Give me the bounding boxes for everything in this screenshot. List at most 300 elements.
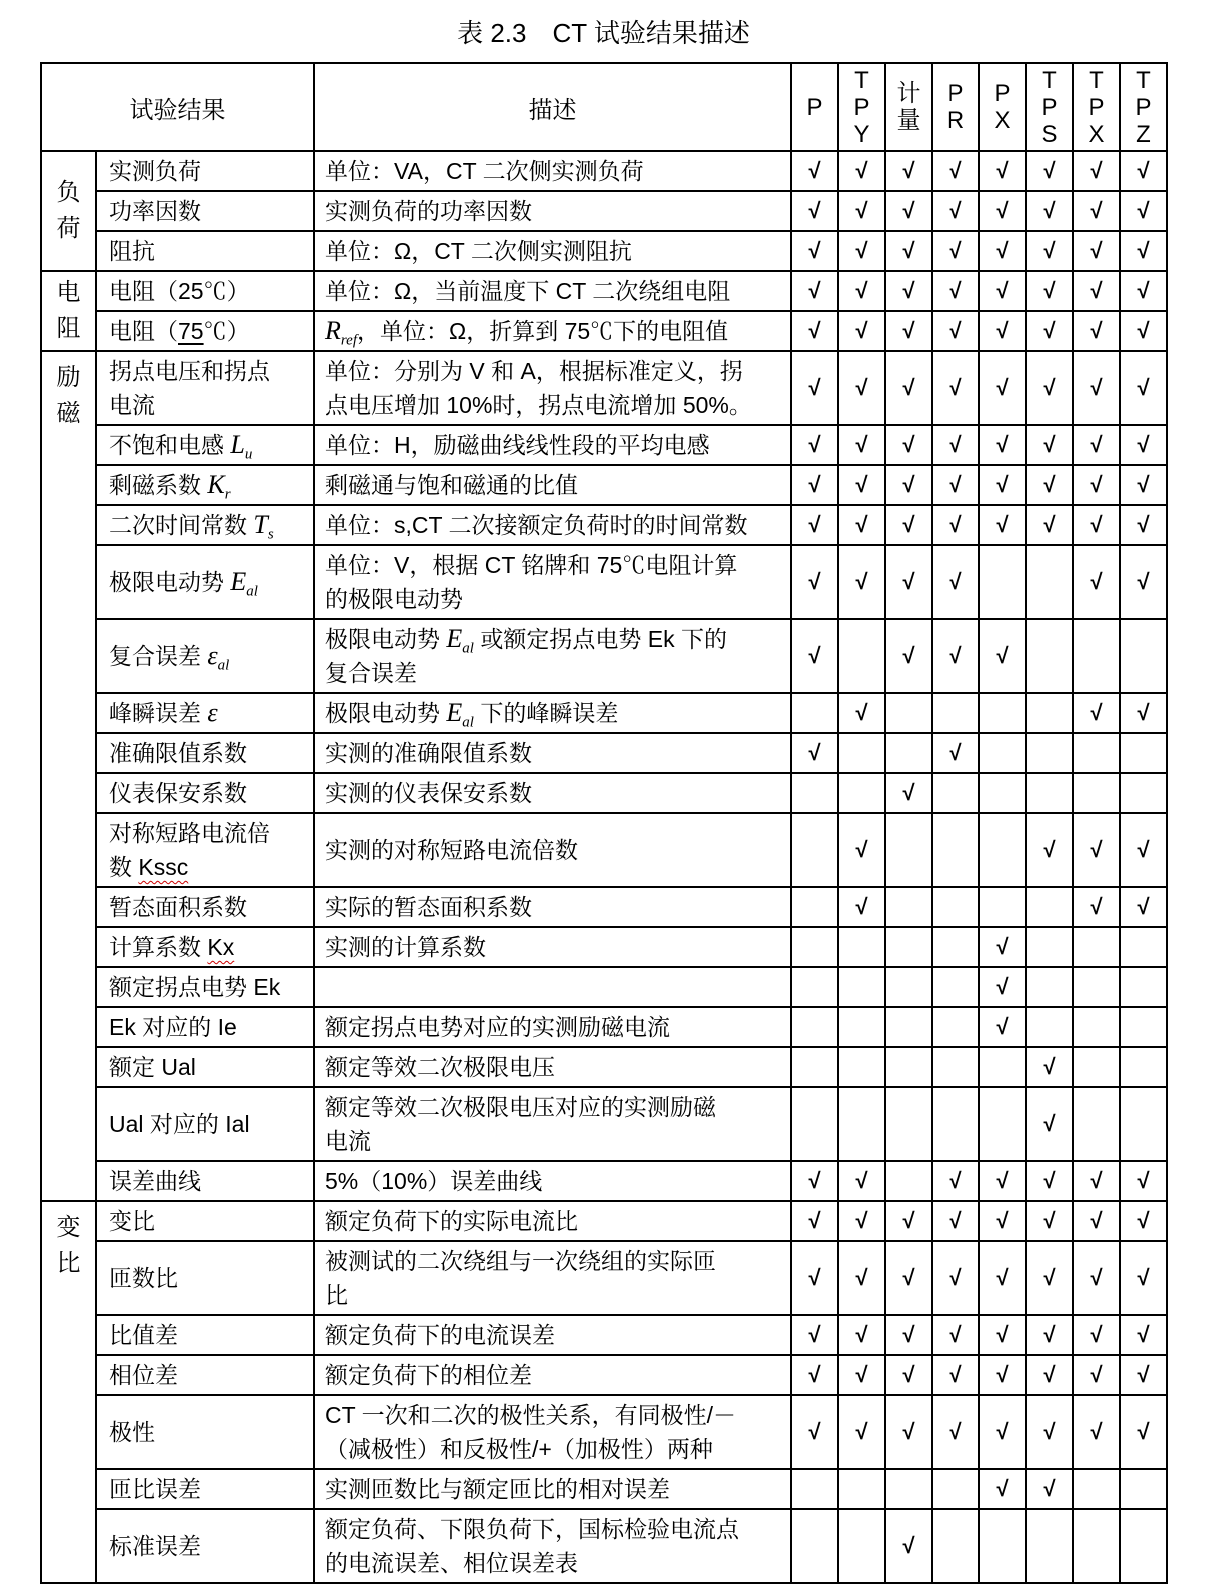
check-mark: √ xyxy=(1137,238,1150,263)
check-cell-p xyxy=(791,813,838,887)
check-cell-pr xyxy=(932,1007,979,1047)
text-run: 复合误差 xyxy=(109,643,208,669)
check-cell-metering xyxy=(885,693,932,733)
check-cell-pr xyxy=(932,505,979,545)
check-cell-metering xyxy=(885,1087,932,1161)
text-run: 额定负荷下的相位差 xyxy=(325,1362,532,1388)
check-mark: √ xyxy=(902,198,915,223)
check-mark: √ xyxy=(855,569,868,594)
vertical-char: T xyxy=(1136,66,1151,94)
check-cell-tpx xyxy=(1073,619,1120,693)
check-cell-px xyxy=(979,813,1026,887)
check-mark: √ xyxy=(902,238,915,263)
check-mark: √ xyxy=(1137,198,1150,223)
check-cell-pr xyxy=(932,1201,979,1241)
check-mark: √ xyxy=(1090,1208,1103,1233)
check-cell-px xyxy=(979,1241,1026,1315)
check-cell-tpy xyxy=(838,505,885,545)
check-cell-px xyxy=(979,425,1026,465)
text-run: 数 xyxy=(109,854,139,880)
check-cell-tpz xyxy=(1120,465,1167,505)
check-cell-tpz xyxy=(1120,887,1167,927)
math-subscript: r xyxy=(224,486,231,503)
check-cell-p xyxy=(791,191,838,231)
check-cell-tpy xyxy=(838,1241,885,1315)
description-cell xyxy=(314,351,791,425)
check-mark: √ xyxy=(1090,1265,1103,1290)
table-header xyxy=(41,63,1167,151)
check-cell-p xyxy=(791,1047,838,1087)
math-variable: R xyxy=(325,316,341,345)
check-mark: √ xyxy=(1137,375,1150,400)
text-run: 电阻（25℃） xyxy=(109,278,250,304)
check-cell-p xyxy=(791,1355,838,1395)
check-mark: √ xyxy=(949,278,962,303)
check-mark: √ xyxy=(996,1419,1009,1444)
check-mark: √ xyxy=(949,375,962,400)
test-result-cell xyxy=(96,813,314,887)
check-cell-p xyxy=(791,425,838,465)
text-run: 电阻（ xyxy=(109,318,178,344)
text-run: 匝数比 xyxy=(109,1265,178,1291)
check-mark: √ xyxy=(1090,238,1103,263)
check-mark: √ xyxy=(1137,1322,1150,1347)
check-cell-tpz xyxy=(1120,1355,1167,1395)
check-cell-tpy xyxy=(838,1509,885,1583)
check-mark: √ xyxy=(855,472,868,497)
text-run: 比 xyxy=(325,1282,348,1308)
description-cell xyxy=(314,1315,791,1355)
check-cell-tps xyxy=(1026,1047,1073,1087)
vertical-char: T xyxy=(854,66,869,94)
check-mark: √ xyxy=(1043,318,1056,343)
description-cell xyxy=(314,311,791,351)
check-cell-tpy xyxy=(838,619,885,693)
check-cell-px xyxy=(979,271,1026,311)
check-cell-pr xyxy=(932,311,979,351)
check-mark: √ xyxy=(1137,1168,1150,1193)
check-cell-tpz xyxy=(1120,545,1167,619)
table-row xyxy=(41,505,1167,545)
text-run: 电流 xyxy=(325,1128,371,1154)
check-mark: √ xyxy=(949,1168,962,1193)
check-mark: √ xyxy=(1090,198,1103,223)
check-mark: √ xyxy=(855,238,868,263)
check-mark: √ xyxy=(949,158,962,183)
check-cell-tps xyxy=(1026,1161,1073,1201)
check-mark: √ xyxy=(902,472,915,497)
check-mark: √ xyxy=(808,1168,821,1193)
check-cell-metering xyxy=(885,545,932,619)
math-subscript: u xyxy=(244,446,253,463)
table-row xyxy=(41,351,1167,425)
check-cell-metering xyxy=(885,271,932,311)
check-cell-p xyxy=(791,1509,838,1583)
math-subscript: al xyxy=(462,714,474,731)
vertical-char: 电 xyxy=(56,279,81,306)
header-type-tpz xyxy=(1120,63,1167,151)
check-cell-tps xyxy=(1026,967,1073,1007)
check-cell-metering xyxy=(885,733,932,773)
table-row xyxy=(41,545,1167,619)
check-cell-metering xyxy=(885,151,932,191)
check-mark: √ xyxy=(949,1208,962,1233)
check-cell-pr xyxy=(932,1161,979,1201)
check-mark: √ xyxy=(996,974,1009,999)
table-row xyxy=(41,425,1167,465)
check-mark: √ xyxy=(1043,1168,1056,1193)
check-cell-metering xyxy=(885,1315,932,1355)
check-mark: √ xyxy=(996,318,1009,343)
check-mark: √ xyxy=(949,512,962,537)
check-mark: √ xyxy=(1137,158,1150,183)
check-cell-tpx xyxy=(1073,1161,1120,1201)
check-cell-metering xyxy=(885,311,932,351)
description-cell xyxy=(314,1395,791,1469)
check-cell-p xyxy=(791,1395,838,1469)
vertical-char: T xyxy=(1089,66,1104,94)
vertical-char: 磁 xyxy=(56,400,81,427)
check-cell-tps xyxy=(1026,1509,1073,1583)
table-row xyxy=(41,619,1167,693)
check-mark: √ xyxy=(996,198,1009,223)
check-mark: √ xyxy=(808,472,821,497)
check-mark: √ xyxy=(808,512,821,537)
test-result-cell xyxy=(96,1007,314,1047)
vertical-char: P xyxy=(1041,93,1058,121)
check-mark: √ xyxy=(855,1208,868,1233)
check-cell-px xyxy=(979,1047,1026,1087)
text-run: 额定 Ual xyxy=(109,1054,196,1080)
test-result-cell xyxy=(96,1355,314,1395)
description-cell xyxy=(314,619,791,693)
check-cell-tpz xyxy=(1120,813,1167,887)
check-mark: √ xyxy=(1043,512,1056,537)
table-row xyxy=(41,1315,1167,1355)
check-cell-tpy xyxy=(838,1161,885,1201)
math-variable: E xyxy=(446,698,463,727)
check-cell-p xyxy=(791,1087,838,1161)
check-mark: √ xyxy=(1090,1362,1103,1387)
text-run: 二次时间常数 xyxy=(109,512,254,538)
check-cell-tpx xyxy=(1073,231,1120,271)
text-run: 下的峰瞬误差 xyxy=(473,700,619,726)
check-cell-p xyxy=(791,1201,838,1241)
check-mark: √ xyxy=(1090,569,1103,594)
test-result-cell xyxy=(96,151,314,191)
check-cell-pr xyxy=(932,1355,979,1395)
check-cell-metering xyxy=(885,1355,932,1395)
text-run: ℃） xyxy=(203,318,250,344)
check-mark: √ xyxy=(1043,432,1056,457)
math-subscript: s xyxy=(267,526,274,543)
math-variable: L xyxy=(230,430,245,459)
check-cell-tpz xyxy=(1120,1007,1167,1047)
description-cell xyxy=(314,425,791,465)
check-mark: √ xyxy=(996,375,1009,400)
header-type-p xyxy=(791,63,838,151)
check-cell-tps xyxy=(1026,1355,1073,1395)
check-cell-tps xyxy=(1026,1315,1073,1355)
vertical-char: 阻 xyxy=(56,315,81,342)
text-run: 单位：VA，CT 二次侧实测负荷 xyxy=(325,158,644,184)
text-run: 实测的准确限值系数 xyxy=(325,740,532,766)
table-row xyxy=(41,1161,1167,1201)
text-run: 误差曲线 xyxy=(109,1168,201,1194)
check-cell-metering xyxy=(885,773,932,813)
check-mark: √ xyxy=(902,158,915,183)
check-cell-tpx xyxy=(1073,1395,1120,1469)
check-cell-px xyxy=(979,151,1026,191)
table-row xyxy=(41,465,1167,505)
check-cell-tpz xyxy=(1120,1047,1167,1087)
check-cell-px xyxy=(979,465,1026,505)
check-cell-tpy xyxy=(838,1047,885,1087)
check-cell-tpy xyxy=(838,545,885,619)
text-run: 剩磁通与饱和磁通的比值 xyxy=(325,472,578,498)
text-run: 单位：分别为 V 和 A，根据标准定义，拐 xyxy=(325,358,743,384)
description-cell xyxy=(314,733,791,773)
check-mark: √ xyxy=(1137,700,1150,725)
description-cell xyxy=(314,505,791,545)
check-cell-tps xyxy=(1026,813,1073,887)
check-mark: √ xyxy=(1137,1419,1150,1444)
table-row xyxy=(41,1241,1167,1315)
check-mark: √ xyxy=(949,1265,962,1290)
check-cell-tps xyxy=(1026,311,1073,351)
table-row xyxy=(41,813,1167,887)
check-cell-tpy xyxy=(838,1201,885,1241)
text-run: 额定等效二次极限电压 xyxy=(325,1054,555,1080)
check-cell-tpz xyxy=(1120,773,1167,813)
text-run: 实际的暂态面积系数 xyxy=(325,894,532,920)
check-mark: √ xyxy=(808,318,821,343)
check-cell-px xyxy=(979,693,1026,733)
text-run: 剩磁系数 xyxy=(109,472,208,498)
header-type-px xyxy=(979,63,1026,151)
test-result-cell xyxy=(96,311,314,351)
description-cell xyxy=(314,1241,791,1315)
check-cell-pr xyxy=(932,927,979,967)
row-group-label xyxy=(41,151,96,271)
check-mark: √ xyxy=(1137,278,1150,303)
check-mark: √ xyxy=(1090,512,1103,537)
check-cell-tpx xyxy=(1073,465,1120,505)
table-title: 表 2.3 CT 试验结果描述 xyxy=(457,18,750,48)
check-cell-tpy xyxy=(838,351,885,425)
check-mark: √ xyxy=(1137,512,1150,537)
vertical-char: P xyxy=(806,93,823,121)
check-mark: √ xyxy=(808,1322,821,1347)
check-cell-pr xyxy=(932,1047,979,1087)
check-cell-p xyxy=(791,967,838,1007)
check-cell-pr xyxy=(932,351,979,425)
check-cell-tpx xyxy=(1073,887,1120,927)
check-mark: √ xyxy=(996,643,1009,668)
check-cell-px xyxy=(979,887,1026,927)
check-cell-metering xyxy=(885,619,932,693)
check-mark: √ xyxy=(1090,1419,1103,1444)
check-cell-metering xyxy=(885,1161,932,1201)
check-cell-tpy xyxy=(838,693,885,733)
check-cell-pr xyxy=(932,425,979,465)
check-mark: √ xyxy=(949,1322,962,1347)
check-cell-metering xyxy=(885,887,932,927)
text-run: 单位：Ω，当前温度下 CT 二次绕组电阻 xyxy=(325,278,731,304)
check-cell-pr xyxy=(932,1315,979,1355)
math-variable: K xyxy=(207,470,225,499)
row-group-label xyxy=(41,1201,96,1583)
check-cell-px xyxy=(979,1469,1026,1509)
check-mark: √ xyxy=(902,780,915,805)
check-cell-px xyxy=(979,1355,1026,1395)
check-cell-pr xyxy=(932,967,979,1007)
header-type-tpx xyxy=(1073,63,1120,151)
header-row xyxy=(41,63,1167,151)
header-type-pr xyxy=(932,63,979,151)
check-mark: √ xyxy=(996,1014,1009,1039)
check-cell-p xyxy=(791,733,838,773)
check-mark: √ xyxy=(808,278,821,303)
check-cell-pr xyxy=(932,465,979,505)
check-cell-px xyxy=(979,733,1026,773)
vertical-char: 计 xyxy=(896,80,921,107)
text-run: 被测试的二次绕组与一次绕组的实际匝 xyxy=(325,1248,716,1274)
check-mark: √ xyxy=(1043,1208,1056,1233)
check-cell-pr xyxy=(932,1087,979,1161)
check-cell-px xyxy=(979,1509,1026,1583)
check-cell-p xyxy=(791,1241,838,1315)
check-cell-pr xyxy=(932,151,979,191)
vertical-char: X xyxy=(994,107,1011,134)
test-result-cell xyxy=(96,1241,314,1315)
check-cell-metering xyxy=(885,1509,932,1583)
text-run: Ual 对应的 Ial xyxy=(109,1111,250,1137)
row-group-label xyxy=(41,271,96,351)
check-cell-px xyxy=(979,351,1026,425)
check-cell-tpz xyxy=(1120,1315,1167,1355)
header-type-tpy xyxy=(838,63,885,151)
check-cell-tps xyxy=(1026,231,1073,271)
check-mark: √ xyxy=(949,1362,962,1387)
check-cell-tpz xyxy=(1120,1395,1167,1469)
description-cell xyxy=(314,1007,791,1047)
spellcheck-flagged-text: Kssc xyxy=(138,854,189,880)
check-mark: √ xyxy=(996,158,1009,183)
check-cell-tps xyxy=(1026,1241,1073,1315)
check-cell-tpz xyxy=(1120,1087,1167,1161)
check-cell-tps xyxy=(1026,1007,1073,1047)
test-result-cell xyxy=(96,231,314,271)
check-cell-tpz xyxy=(1120,505,1167,545)
text-run: 单位：s,CT 二次接额定负荷时的时间常数 xyxy=(325,512,748,538)
check-mark: √ xyxy=(902,1322,915,1347)
check-mark: √ xyxy=(855,837,868,862)
description-cell xyxy=(314,887,791,927)
check-cell-tps xyxy=(1026,151,1073,191)
description-cell xyxy=(314,191,791,231)
check-cell-tpx xyxy=(1073,927,1120,967)
check-mark: √ xyxy=(1090,472,1103,497)
check-mark: √ xyxy=(1043,1419,1056,1444)
check-cell-tpz xyxy=(1120,1509,1167,1583)
check-cell-tpx xyxy=(1073,271,1120,311)
text-run: 或额定拐点电势 Ek 下的 xyxy=(473,626,727,652)
check-cell-metering xyxy=(885,505,932,545)
check-cell-tpz xyxy=(1120,1201,1167,1241)
check-cell-tpx xyxy=(1073,151,1120,191)
text-run: 比值差 xyxy=(109,1322,178,1348)
check-cell-tpx xyxy=(1073,1201,1120,1241)
check-cell-tpy xyxy=(838,813,885,887)
check-mark: √ xyxy=(808,198,821,223)
check-mark: √ xyxy=(855,158,868,183)
check-mark: √ xyxy=(1137,1208,1150,1233)
text-run: 实测匝数比与额定匝比的相对误差 xyxy=(325,1476,670,1502)
text-run: Ek 对应的 Ie xyxy=(109,1014,237,1040)
header-description: 描述 xyxy=(314,63,791,151)
check-cell-tpz xyxy=(1120,1241,1167,1315)
check-mark: √ xyxy=(1043,1111,1056,1136)
test-result-cell xyxy=(96,1395,314,1469)
check-cell-px xyxy=(979,773,1026,813)
check-mark: √ xyxy=(1090,318,1103,343)
math-variable: T xyxy=(253,510,268,539)
check-cell-tpx xyxy=(1073,1047,1120,1087)
check-mark: √ xyxy=(855,1265,868,1290)
table-row xyxy=(41,191,1167,231)
check-cell-p xyxy=(791,1315,838,1355)
text-run: 极性 xyxy=(109,1419,155,1445)
check-mark: √ xyxy=(996,512,1009,537)
check-mark: √ xyxy=(902,278,915,303)
check-mark: √ xyxy=(1090,278,1103,303)
check-cell-tpz xyxy=(1120,351,1167,425)
check-cell-tpy xyxy=(838,967,885,1007)
check-cell-px xyxy=(979,1087,1026,1161)
check-cell-p xyxy=(791,271,838,311)
table-row xyxy=(41,887,1167,927)
check-cell-tpx xyxy=(1073,1087,1120,1161)
check-mark: √ xyxy=(808,643,821,668)
check-cell-tpy xyxy=(838,1469,885,1509)
text-run: CT 一次和二次的极性关系，有同极性/－ xyxy=(325,1402,737,1428)
math-variable: E xyxy=(230,567,247,596)
check-cell-tpx xyxy=(1073,967,1120,1007)
math-subscript: al xyxy=(462,640,474,657)
check-cell-metering xyxy=(885,1201,932,1241)
check-cell-tpx xyxy=(1073,1469,1120,1509)
check-cell-tps xyxy=(1026,505,1073,545)
check-mark: √ xyxy=(1137,472,1150,497)
check-mark: √ xyxy=(996,1265,1009,1290)
check-cell-tpy xyxy=(838,733,885,773)
table-row xyxy=(41,151,1167,191)
check-cell-px xyxy=(979,967,1026,1007)
check-cell-px xyxy=(979,1395,1026,1469)
table-row xyxy=(41,1047,1167,1087)
check-mark: √ xyxy=(949,1419,962,1444)
check-mark: √ xyxy=(855,1362,868,1387)
check-cell-tpz xyxy=(1120,967,1167,1007)
check-cell-metering xyxy=(885,465,932,505)
test-result-cell xyxy=(96,271,314,311)
check-mark: √ xyxy=(808,569,821,594)
check-cell-pr xyxy=(932,887,979,927)
check-mark: √ xyxy=(855,375,868,400)
check-mark: √ xyxy=(808,1419,821,1444)
test-result-cell xyxy=(96,1087,314,1161)
